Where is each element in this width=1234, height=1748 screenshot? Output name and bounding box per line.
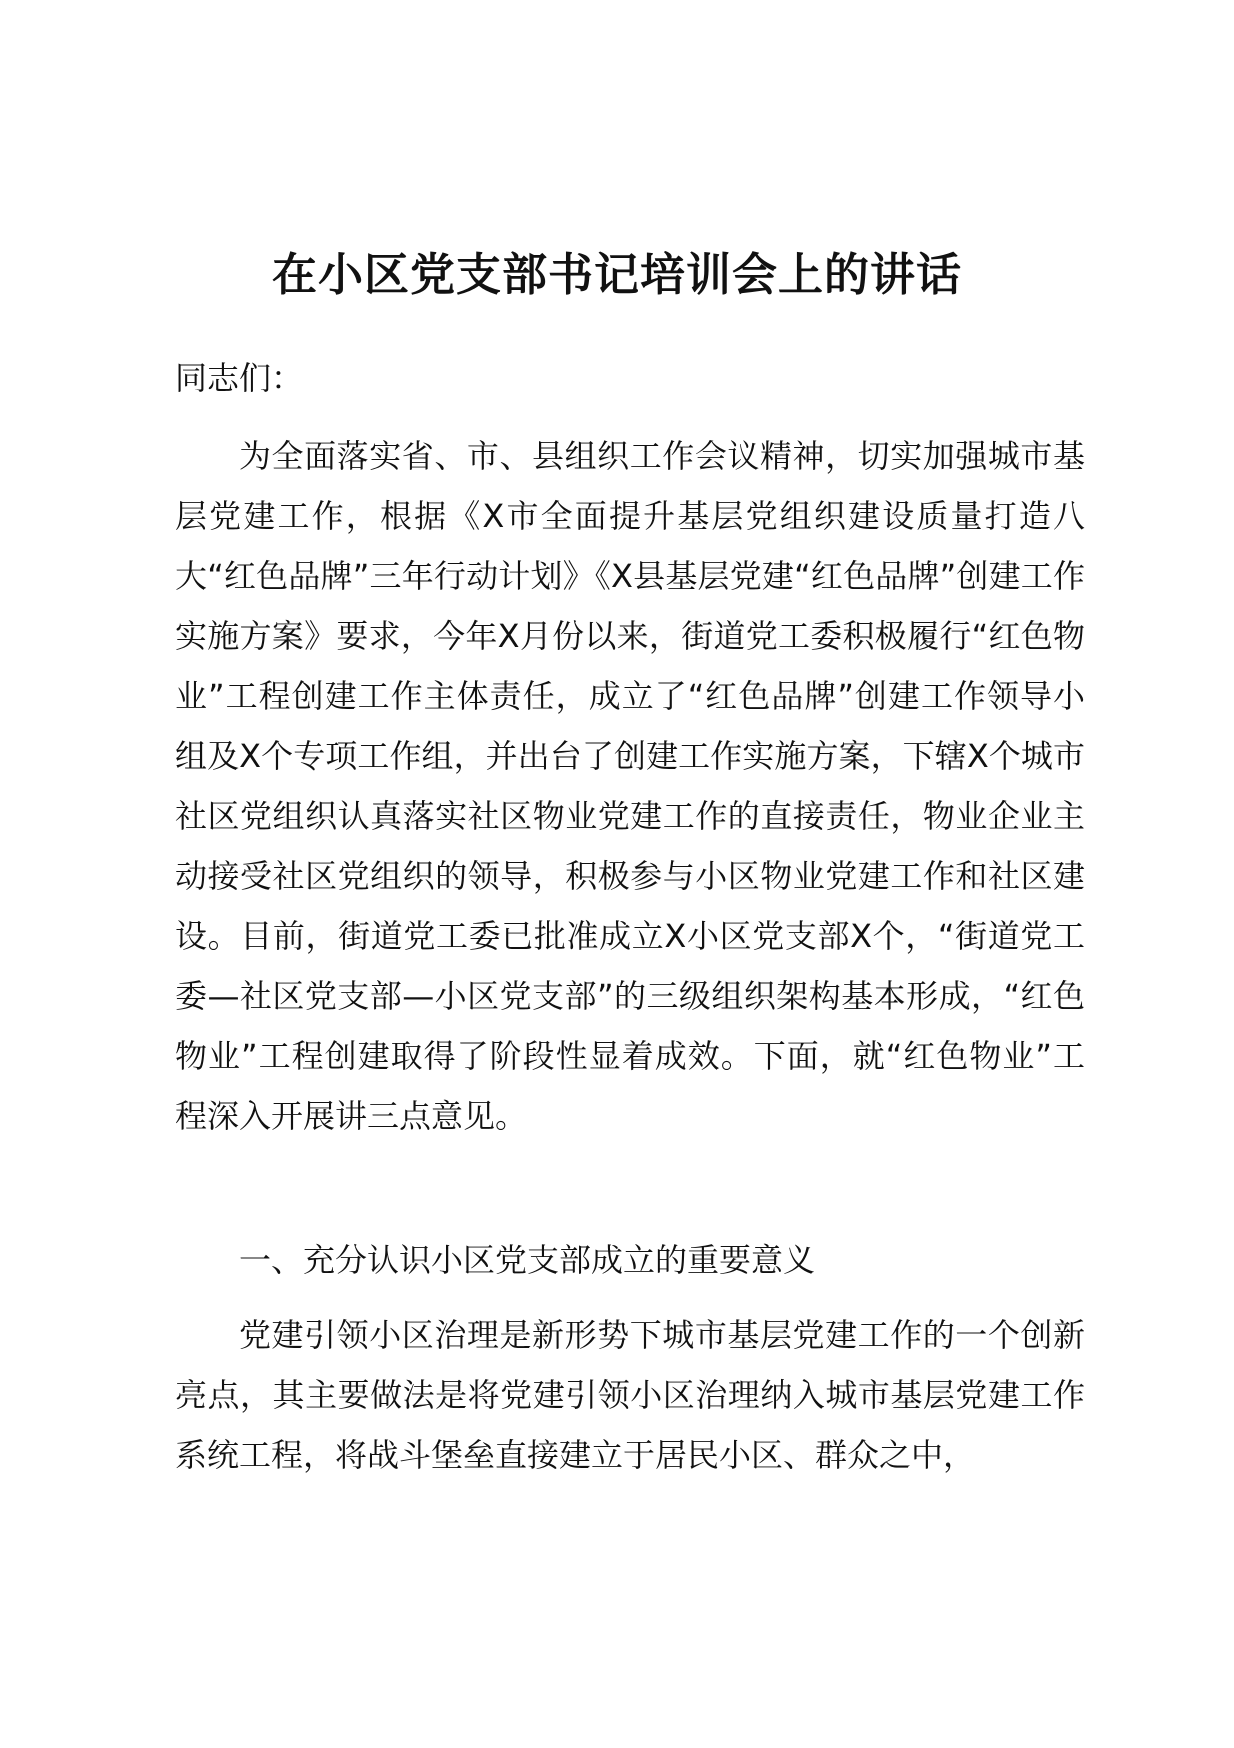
paragraph-1: 为全面落实省、市、县组织工作会议精神，切实加强城市基层党建工作，根据《X市全面提升基层党组织建设质量打造八大“红色品牌”三年行动计划》《X县基层党建“红色品牌”创建工作实施方案》要求，今年X月份以来，街道党工委积极履行“红色物业”工程创建工作主体责任，成立了“红色品牌”创建工作领导小组及X个专项工作组，并出台了创建工作实施方案，下辖X个城市社区党组织认真落实社区物业党建工作的直接责任，物业企业主动接受社区党组织的领导，积极参与小区物业党建工作和社区建设。目前，街道党工委已批准成立X小区党支部X个，“街道党工委—社区党支部—小区党支部”的三级组织架构基本形成，“红色物业”工程创建取得了阶段性显着成效。下面，就“红色物业”工程深入开展讲三点意见。 — [175, 437, 1085, 1135]
section-heading-1: 一、充分认识小区党支部成立的重要意义 — [239, 1241, 816, 1279]
paragraph-2: 党建引领小区治理是新形势下城市基层党建工作的一个创新亮点，其主要做法是将党建引领小区治理纳入城市基层党建工作系统工程，将战斗堡垒直接建立于居民小区、群众之中， — [175, 1316, 1085, 1474]
document-title: 在小区党支部书记培训会上的讲话 — [271, 248, 962, 301]
greeting: 同志们： — [175, 359, 304, 397]
